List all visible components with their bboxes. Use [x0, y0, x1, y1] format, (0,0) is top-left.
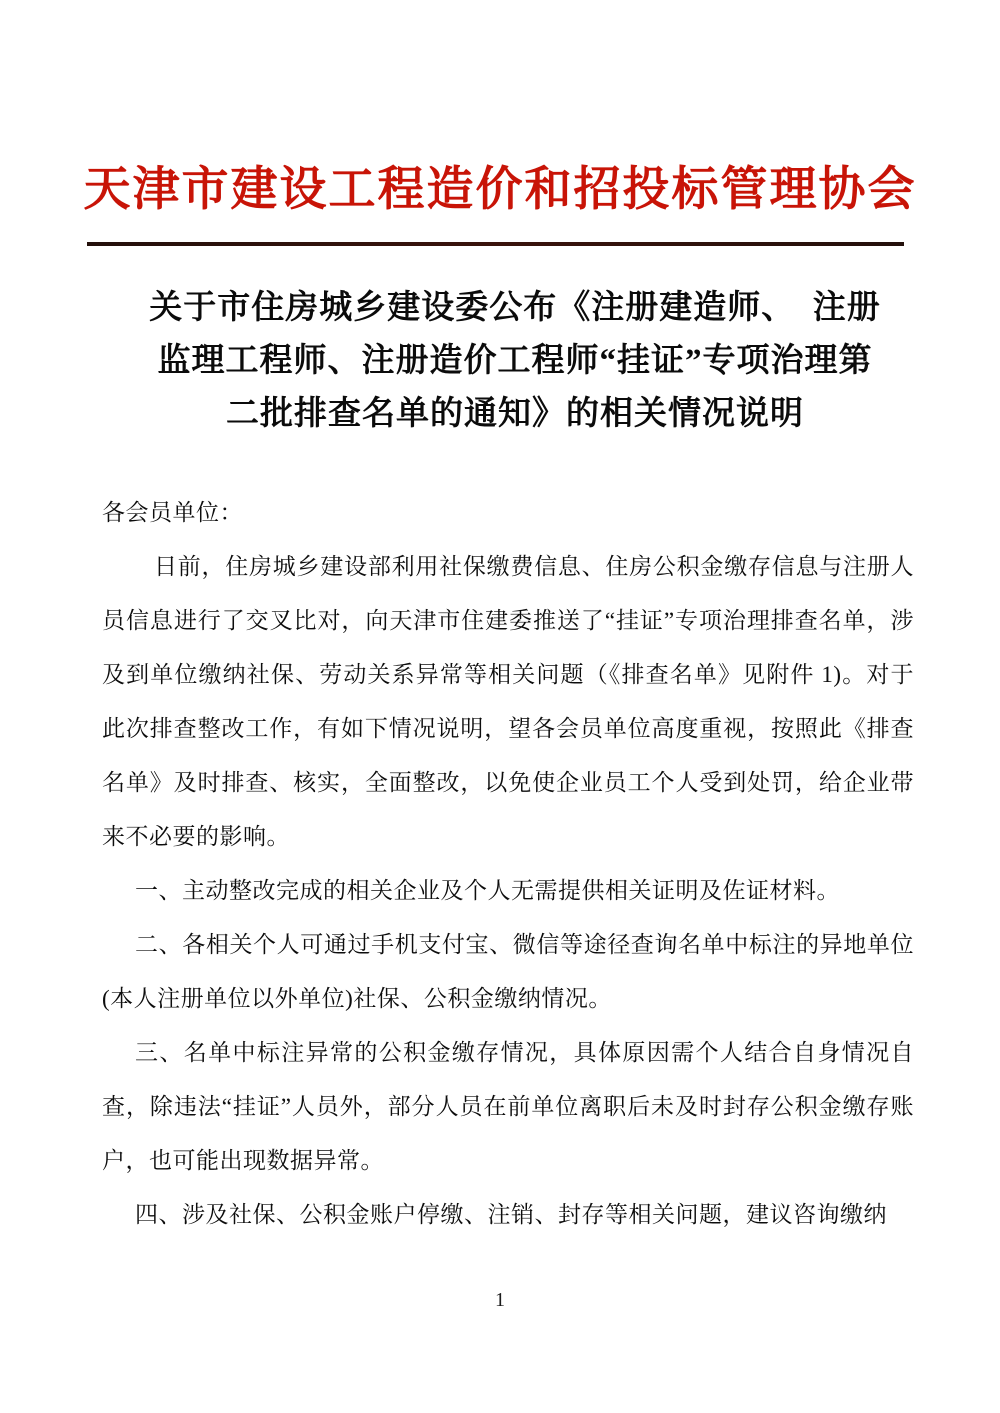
body-paragraph: 日前，住房城乡建设部利用社保缴费信息、住房公积金缴存信息与注册人员信息进行了交叉比对，向天津市住建委推送了“挂证”专项治理排查名单，涉及到单位缴纳社保、劳动关系异常等相关问题（《排查名单》见附件 1)。对于此次排查整改工作，有如下情况说明，望各会员单位高度重视，按照此《排查名单》及时排查、核实，全面整改，以免使企业员工个人受到处罚，给企业带来不必要的影响。 [102, 554, 914, 849]
letterhead-divider [87, 242, 904, 246]
page-number: 1 [495, 1289, 505, 1311]
body-paragraph: 一、主动整改完成的相关企业及个人无需提供相关证明及佐证材料。 [135, 878, 840, 903]
body-paragraph: 二、各相关个人可通过手机支付宝、微信等途径查询名单中标注的异地单位(本人注册单位以外单位)社保、公积金缴纳情况。 [102, 932, 914, 1011]
document-body [102, 486, 914, 1242]
letterhead-org-name: 天津市建设工程造价和招投标管理协会 [83, 164, 917, 216]
salutation: 各会员单位： [102, 500, 243, 525]
document-title-line: 二批排查名单的通知》的相关情况说明 [226, 396, 804, 432]
body-paragraph: 三、名单中标注异常的公积金缴存情况，具体原因需个人结合自身情况自查，除违法“挂证”人员外，部分人员在前单位离职后未及时封存公积金缴存账户，也可能出现数据异常。 [102, 1040, 914, 1173]
document-title-line: 关于市住房城乡建设委公布《注册建造师、 注册 [149, 290, 881, 326]
document-title-line: 监理工程师、注册造价工程师“挂证”专项治理第 [157, 343, 873, 379]
document-title [110, 282, 920, 441]
body-paragraph: 四、涉及社保、公积金账户停缴、注销、封存等相关问题，建议咨询缴纳 [135, 1202, 887, 1227]
